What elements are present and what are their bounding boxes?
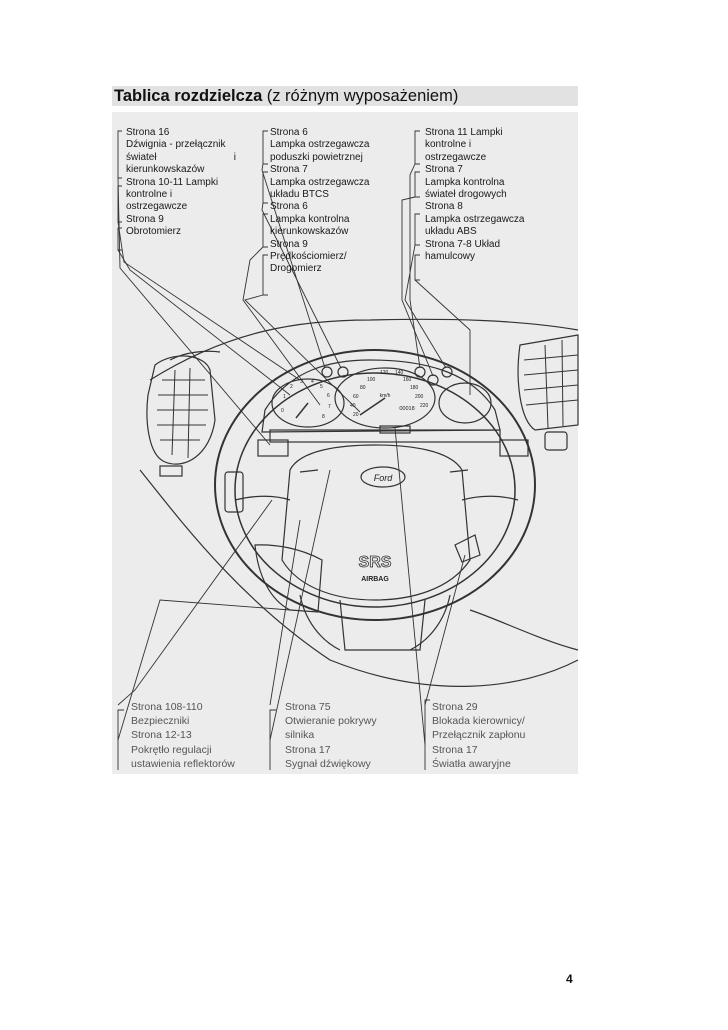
label-word: świateł xyxy=(126,151,157,163)
warning-lamp-highbeam xyxy=(415,367,425,377)
label-line: silnika xyxy=(285,729,315,742)
headlamp-dial xyxy=(225,472,243,512)
label-line: Światła awaryjne xyxy=(432,757,511,770)
gauge-label: 60 xyxy=(353,394,359,400)
label-line: Strona 9 xyxy=(270,238,308,250)
label-line: ostrzegawcze xyxy=(126,201,188,213)
label-line: Strona 6 xyxy=(270,201,308,213)
gauge-label: 5 xyxy=(320,384,323,390)
label-line: Bezpieczniki xyxy=(131,715,190,728)
label-line: Otwieranie pokrywy xyxy=(285,715,377,728)
label-line: Strona 10-11 Lampki xyxy=(126,176,219,188)
dashboard-lower-line xyxy=(140,470,578,686)
gauge-label: 220 xyxy=(420,403,429,409)
speed-needle xyxy=(360,398,385,415)
label-line: Blokada kierownicy/ xyxy=(432,715,525,728)
gauge-label: 4 xyxy=(311,379,314,385)
right-spoke xyxy=(462,496,518,500)
steering-wheel-inner-rim xyxy=(235,373,515,607)
speed-unit-text: km/h xyxy=(379,393,391,399)
label-line: Strona 17 xyxy=(285,743,331,756)
label-line: kontrolne i xyxy=(425,139,472,151)
label-line: Strona 29 xyxy=(432,701,478,713)
label-turn-signal-stalk xyxy=(126,127,236,239)
gauge-label: 200 xyxy=(415,394,424,400)
label-line: Obrotomierz xyxy=(126,226,182,238)
label-line: Strona 12-13 xyxy=(131,729,192,742)
lower-right-spoke xyxy=(410,595,450,650)
label-line: Strona 7-8 Układ xyxy=(425,238,501,250)
gauge-label: 2 xyxy=(290,384,293,390)
label-right-column xyxy=(425,127,525,263)
warning-lamp-airbag xyxy=(322,367,332,377)
gauge-label: 140 xyxy=(395,370,404,376)
label-bottom-left xyxy=(131,700,235,771)
horn-symbol-left xyxy=(300,470,318,472)
label-line: kierunkowskazów xyxy=(126,164,205,176)
label-line: Lampka ostrzegawcza xyxy=(270,176,370,188)
ignition-switch xyxy=(455,535,480,562)
label-line: Przełącznik zapłonu xyxy=(432,729,526,742)
ford-logo-text: Ford xyxy=(373,473,393,483)
gauge-label: 6 xyxy=(327,393,330,399)
label-line: kierunkowskazów xyxy=(270,226,349,238)
label-line: Strona 9 xyxy=(126,213,164,225)
gauge-label: 1 xyxy=(283,394,286,400)
label-line: Strona 11 Lampki xyxy=(425,127,503,138)
label-line: Strona 7 xyxy=(425,164,463,176)
odometer-text: 00018 xyxy=(399,406,415,412)
fuse-box-cover xyxy=(255,545,322,612)
label-line: Strona 108-110 xyxy=(131,701,203,713)
label-mid-column xyxy=(270,127,370,276)
label-line: Lampka ostrzegawcza xyxy=(270,139,370,151)
gauge-label: 3 xyxy=(300,379,303,385)
right-stalk xyxy=(500,440,528,456)
label-line: ustawienia reflektorów xyxy=(131,757,235,770)
label-line: Strona 75 xyxy=(285,701,331,713)
lower-left-spoke xyxy=(300,595,340,650)
gauge-label: 20 xyxy=(353,412,359,418)
label-line: Strona 16 xyxy=(126,127,170,138)
gauge-label: 160 xyxy=(403,377,412,383)
right-switch xyxy=(545,432,567,450)
label-line: Strona 6 xyxy=(270,127,308,138)
label-bottom-mid xyxy=(285,700,377,771)
page-number: 4 xyxy=(566,972,573,986)
horn-symbol-right xyxy=(450,470,468,472)
gauge-label: 180 xyxy=(410,385,419,391)
label-line: Dźwignia - przełącznik xyxy=(126,139,226,151)
label-word: i xyxy=(233,151,236,163)
srs-text: SRS xyxy=(358,554,392,571)
label-line: układu BTCS xyxy=(270,189,329,201)
label-line: ostrzegawcze xyxy=(425,151,487,163)
label-line: układu ABS xyxy=(425,226,477,238)
gauge-label: 100 xyxy=(367,377,376,383)
right-vent xyxy=(518,335,578,430)
label-line: Drogomierz xyxy=(270,263,322,275)
label-line: Sygnał dźwiękowy xyxy=(285,757,371,770)
label-line: Strona 8 xyxy=(425,201,463,213)
label-line: kontrolne i xyxy=(126,189,173,201)
label-line: poduszki powietrznej xyxy=(270,151,363,163)
label-line: Prędkościomierz/ xyxy=(270,251,347,263)
label-line: Strona 7 xyxy=(270,164,308,176)
left-switch xyxy=(160,466,182,476)
label-line: Lampka kontrolna xyxy=(270,213,350,225)
label-line: Pokrętło regulacji xyxy=(131,743,212,756)
label-bottom-right xyxy=(432,700,525,771)
label-line-justified xyxy=(126,152,236,164)
gauge-label: 8 xyxy=(322,414,325,420)
left-vent-grille xyxy=(157,368,208,458)
right-vent-grille xyxy=(524,340,578,428)
page-subtitle: (z różnym wyposażeniem) xyxy=(266,87,459,105)
gauge-label: 40 xyxy=(350,403,356,409)
gauge-label: 120 xyxy=(380,370,389,376)
gauge-label: 80 xyxy=(360,385,366,391)
gauge-label: 0 xyxy=(281,408,284,414)
label-line: Lampka kontrolna xyxy=(425,176,505,188)
column-shroud xyxy=(470,610,578,650)
label-line: Strona 17 xyxy=(432,743,478,756)
label-line: Lampka ostrzegawcza xyxy=(425,213,525,225)
airbag-text: AIRBAG xyxy=(361,576,389,583)
page-title: Tablica rozdzielcza xyxy=(114,87,263,105)
gauge-label: 7 xyxy=(328,404,331,410)
label-line: hamulcowy xyxy=(425,251,476,263)
label-line: świateł drogowych xyxy=(425,189,507,201)
tacho-needle xyxy=(296,403,308,418)
